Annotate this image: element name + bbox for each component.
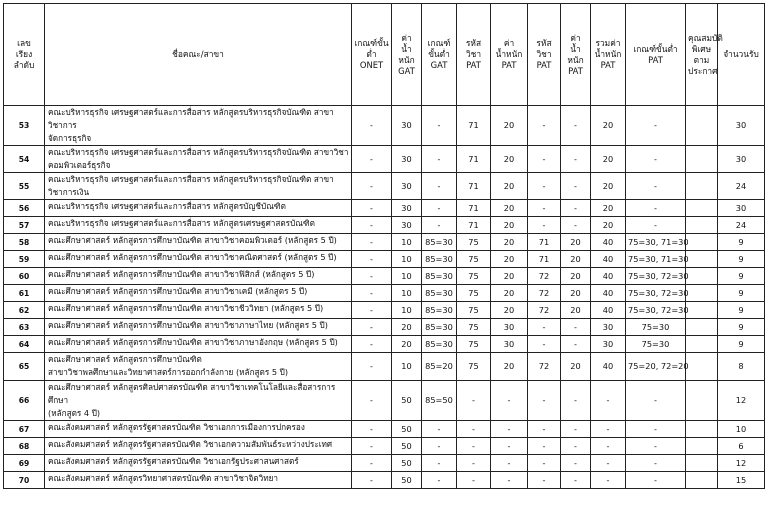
pat-weight-1-cell: 20 <box>491 268 528 285</box>
gat-min-cell: 85=30 <box>422 285 457 302</box>
table-row <box>4 173 765 200</box>
seats-cell: 24 <box>718 217 765 234</box>
pat-min-cell: - <box>626 217 686 234</box>
pat-code-2-cell: - <box>528 146 561 173</box>
pat-weight-2-cell: 20 <box>561 285 591 302</box>
row-number-cell: 69 <box>4 455 45 472</box>
seats-cell: 12 <box>718 381 765 421</box>
pat-weight-1-cell: - <box>491 421 528 438</box>
pat-total-cell: 30 <box>591 336 626 353</box>
row-number-cell: 65 <box>4 353 45 381</box>
pat-total-cell: 40 <box>591 268 626 285</box>
pat-code-2-cell: - <box>528 106 561 146</box>
onet-min-cell: - <box>352 200 392 217</box>
pat-code-2-cell: - <box>528 319 561 336</box>
table-row <box>4 381 765 421</box>
faculty-program-cell: คณะบริหารธุรกิจ เศรษฐศาสตร์และการสื่อสาร หลักสูตรบัญชีบัณฑิต <box>45 200 352 217</box>
gat-min-cell: - <box>422 217 457 234</box>
seats-cell: 6 <box>718 438 765 455</box>
pat-code-1-cell: 71 <box>457 200 491 217</box>
gat-min-cell: - <box>422 106 457 146</box>
special-qualification-cell <box>686 200 718 217</box>
pat-min-cell: 75=30, 72=30 <box>626 268 686 285</box>
pat-code-1-cell: 75 <box>457 353 491 381</box>
pat-weight-2-cell: - <box>561 217 591 234</box>
gat-min-cell: 85=30 <box>422 234 457 251</box>
seats-cell: 9 <box>718 268 765 285</box>
seats-cell: 9 <box>718 302 765 319</box>
pat-weight-1-cell: - <box>491 381 528 421</box>
onet-min-cell: - <box>352 353 392 381</box>
pat-total-cell: 40 <box>591 251 626 268</box>
seats-cell: 9 <box>718 319 765 336</box>
pat-min-cell: - <box>626 421 686 438</box>
row-number-cell: 57 <box>4 217 45 234</box>
row-number-cell: 59 <box>4 251 45 268</box>
gat-weight-cell: 10 <box>392 234 422 251</box>
pat-weight-1-cell: - <box>491 472 528 489</box>
row-number-cell: 53 <box>4 106 45 146</box>
faculty-program-cell: คณะศึกษาศาสตร์ หลักสูตรการศึกษาบัณฑิต สาขาวิชาฟิสิกส์ (หลักสูตร 5 ปี) <box>45 268 352 285</box>
pat-weight-2-cell: - <box>561 381 591 421</box>
pat-weight-2-cell: - <box>561 438 591 455</box>
pat-code-1-cell: 75 <box>457 251 491 268</box>
gat-min-cell: - <box>422 438 457 455</box>
pat-min-cell: 75=30 <box>626 336 686 353</box>
onet-min-cell: - <box>352 455 392 472</box>
pat-code-1-cell: 75 <box>457 319 491 336</box>
gat-weight-cell: 30 <box>392 106 422 146</box>
pat-weight-1-cell: 20 <box>491 302 528 319</box>
special-qualification-cell <box>686 455 718 472</box>
seats-cell: 30 <box>718 200 765 217</box>
seats-cell: 15 <box>718 472 765 489</box>
seats-cell: 24 <box>718 173 765 200</box>
pat-code-2-cell: - <box>528 455 561 472</box>
onet-min-cell: - <box>352 251 392 268</box>
pat-min-cell: 75=30 <box>626 319 686 336</box>
pat-total-cell: 20 <box>591 146 626 173</box>
onet-min-cell: - <box>352 268 392 285</box>
pat-weight-1-cell: 20 <box>491 173 528 200</box>
header-onet-min: เกณฑ์ขั้น ต่ำ ONET <box>352 4 392 106</box>
special-qualification-cell <box>686 472 718 489</box>
table-row <box>4 319 765 336</box>
pat-code-2-cell: - <box>528 200 561 217</box>
gat-weight-cell: 20 <box>392 319 422 336</box>
pat-total-cell: - <box>591 438 626 455</box>
header-special: คุณสมบัติ พิเศษ ตาม ประกาศ <box>686 4 718 106</box>
pat-code-1-cell: - <box>457 472 491 489</box>
pat-weight-2-cell: - <box>561 319 591 336</box>
onet-min-cell: - <box>352 302 392 319</box>
pat-weight-2-cell: - <box>561 200 591 217</box>
pat-weight-2-cell: - <box>561 455 591 472</box>
onet-min-cell: - <box>352 472 392 489</box>
faculty-program-cell: คณะศึกษาศาสตร์ หลักสูตรการศึกษาบัณฑิต สาขาวิชาคอมพิวเตอร์ (หลักสูตร 5 ปี) <box>45 234 352 251</box>
pat-total-cell: - <box>591 472 626 489</box>
gat-min-cell: 85=20 <box>422 353 457 381</box>
special-qualification-cell <box>686 251 718 268</box>
special-qualification-cell <box>686 381 718 421</box>
table-row <box>4 234 765 251</box>
pat-code-1-cell: - <box>457 438 491 455</box>
table-row <box>4 438 765 455</box>
pat-weight-2-cell: - <box>561 472 591 489</box>
header-pat-code-1: รหัสวิชา PAT <box>457 4 491 106</box>
table-row <box>4 353 765 381</box>
pat-weight-2-cell: - <box>561 336 591 353</box>
pat-min-cell: - <box>626 381 686 421</box>
pat-weight-1-cell: 30 <box>491 336 528 353</box>
pat-code-2-cell: - <box>528 421 561 438</box>
pat-total-cell: 20 <box>591 217 626 234</box>
gat-weight-cell: 10 <box>392 285 422 302</box>
seats-cell: 30 <box>718 146 765 173</box>
pat-min-cell: - <box>626 146 686 173</box>
faculty-program-cell: คณะศึกษาศาสตร์ หลักสูตรการศึกษาบัณฑิต สาขาวิชาพลศึกษาและวิทยาศาสตร์การออกกำลังกาย (หลักสูตร 5 ปี) <box>45 353 352 381</box>
pat-min-cell: - <box>626 173 686 200</box>
pat-total-cell: 30 <box>591 319 626 336</box>
header-row <box>4 4 765 106</box>
pat-weight-1-cell: 30 <box>491 319 528 336</box>
pat-code-1-cell: 71 <box>457 106 491 146</box>
gat-weight-cell: 30 <box>392 173 422 200</box>
pat-weight-1-cell: - <box>491 455 528 472</box>
faculty-program-cell: คณะบริหารธุรกิจ เศรษฐศาสตร์และการสื่อสาร หลักสูตรบริหารธุรกิจบัณฑิต สาขาวิชาการเงิน <box>45 173 352 200</box>
row-number-cell: 58 <box>4 234 45 251</box>
pat-code-1-cell: 75 <box>457 302 491 319</box>
pat-min-cell: 75=30, 71=30 <box>626 234 686 251</box>
faculty-program-cell: คณะศึกษาศาสตร์ หลักสูตรการศึกษาบัณฑิต สาขาวิชาเคมี (หลักสูตร 5 ปี) <box>45 285 352 302</box>
pat-min-cell: - <box>626 200 686 217</box>
pat-total-cell: 40 <box>591 353 626 381</box>
special-qualification-cell <box>686 353 718 381</box>
pat-code-1-cell: - <box>457 421 491 438</box>
pat-code-1-cell: 75 <box>457 268 491 285</box>
faculty-program-cell: คณะศึกษาศาสตร์ หลักสูตรศิลปศาสตรบัณฑิต สาขาวิชาเทคโนโลยีและสื่อสารการศึกษา (หลักสูตร 4 ปี) <box>45 381 352 421</box>
special-qualification-cell <box>686 302 718 319</box>
header-pat-weight-2: ค่า น้ำหนัก PAT <box>561 4 591 106</box>
pat-min-cell: - <box>626 472 686 489</box>
admission-criteria-table <box>3 3 765 489</box>
row-number-cell: 63 <box>4 319 45 336</box>
table-row <box>4 302 765 319</box>
seats-cell: 12 <box>718 455 765 472</box>
pat-weight-2-cell: 20 <box>561 353 591 381</box>
pat-weight-2-cell: - <box>561 106 591 146</box>
header-pat-weight-1: ค่า น้ำหนัก PAT <box>491 4 528 106</box>
seats-cell: 9 <box>718 285 765 302</box>
pat-total-cell: 40 <box>591 285 626 302</box>
table-row <box>4 268 765 285</box>
gat-min-cell: 85=30 <box>422 251 457 268</box>
pat-weight-2-cell: 20 <box>561 251 591 268</box>
seats-cell: 9 <box>718 336 765 353</box>
row-number-cell: 55 <box>4 173 45 200</box>
pat-code-1-cell: - <box>457 381 491 421</box>
pat-total-cell: 20 <box>591 173 626 200</box>
table-body <box>4 106 765 489</box>
faculty-program-cell: คณะสังคมศาสตร์ หลักสูตรรัฐศาสตรบัณฑิต วิชาเอกความสัมพันธ์ระหว่างประเทศ <box>45 438 352 455</box>
pat-code-2-cell: - <box>528 173 561 200</box>
gat-min-cell: 85=50 <box>422 381 457 421</box>
gat-min-cell: 85=30 <box>422 302 457 319</box>
onet-min-cell: - <box>352 421 392 438</box>
pat-code-1-cell: 71 <box>457 217 491 234</box>
row-number-cell: 56 <box>4 200 45 217</box>
onet-min-cell: - <box>352 146 392 173</box>
pat-weight-1-cell: - <box>491 438 528 455</box>
pat-code-1-cell: 71 <box>457 173 491 200</box>
onet-min-cell: - <box>352 336 392 353</box>
row-number-cell: 62 <box>4 302 45 319</box>
header-pat-min: เกณฑ์ขั้นต่ำ PAT <box>626 4 686 106</box>
faculty-program-cell: คณะสังคมศาสตร์ หลักสูตรวิทยาศาสตรบัณฑิต สาขาวิชาจิตวิทยา <box>45 472 352 489</box>
gat-min-cell: - <box>422 455 457 472</box>
faculty-program-cell: คณะบริหารธุรกิจ เศรษฐศาสตร์และการสื่อสาร หลักสูตรบริหารธุรกิจบัณฑิต สาขาวิชา คอมพิวเตอร์ธุรกิจ <box>45 146 352 173</box>
table-row <box>4 146 765 173</box>
table-row <box>4 472 765 489</box>
gat-min-cell: 85=30 <box>422 268 457 285</box>
pat-code-1-cell: 75 <box>457 234 491 251</box>
pat-weight-1-cell: 20 <box>491 106 528 146</box>
pat-code-2-cell: 72 <box>528 353 561 381</box>
pat-code-2-cell: 71 <box>528 251 561 268</box>
special-qualification-cell <box>686 173 718 200</box>
faculty-program-cell: คณะศึกษาศาสตร์ หลักสูตรการศึกษาบัณฑิต สาขาวิชาคณิตศาสตร์ (หลักสูตร 5 ปี) <box>45 251 352 268</box>
pat-code-2-cell: - <box>528 336 561 353</box>
gat-weight-cell: 10 <box>392 251 422 268</box>
special-qualification-cell <box>686 234 718 251</box>
pat-weight-2-cell: 20 <box>561 302 591 319</box>
row-number-cell: 54 <box>4 146 45 173</box>
seats-cell: 9 <box>718 251 765 268</box>
pat-weight-2-cell: - <box>561 421 591 438</box>
pat-total-cell: 40 <box>591 302 626 319</box>
row-number-cell: 64 <box>4 336 45 353</box>
faculty-program-cell: คณะบริหารธุรกิจ เศรษฐศาสตร์และการสื่อสาร หลักสูตรเศรษฐศาสตรบัณฑิต <box>45 217 352 234</box>
row-number-cell: 67 <box>4 421 45 438</box>
gat-min-cell: - <box>422 421 457 438</box>
pat-code-2-cell: - <box>528 217 561 234</box>
pat-code-2-cell: 72 <box>528 268 561 285</box>
gat-weight-cell: 10 <box>392 302 422 319</box>
pat-weight-1-cell: 20 <box>491 146 528 173</box>
faculty-program-cell: คณะสังคมศาสตร์ หลักสูตรรัฐศาสตรบัณฑิต วิชาเอกรัฐประศาสนศาสตร์ <box>45 455 352 472</box>
table-row <box>4 336 765 353</box>
pat-min-cell: 75=30, 71=30 <box>626 251 686 268</box>
seats-cell: 10 <box>718 421 765 438</box>
table-row <box>4 251 765 268</box>
gat-min-cell: - <box>422 173 457 200</box>
pat-code-1-cell: 75 <box>457 336 491 353</box>
pat-min-cell: - <box>626 438 686 455</box>
row-number-cell: 66 <box>4 381 45 421</box>
header-pat-total: รวมค่า น้ำหนัก PAT <box>591 4 626 106</box>
pat-code-2-cell: 72 <box>528 302 561 319</box>
pat-code-1-cell: - <box>457 455 491 472</box>
pat-min-cell: - <box>626 106 686 146</box>
special-qualification-cell <box>686 285 718 302</box>
faculty-program-cell: คณะศึกษาศาสตร์ หลักสูตรการศึกษาบัณฑิต สาขาวิชาภาษาไทย (หลักสูตร 5 ปี) <box>45 319 352 336</box>
pat-total-cell: - <box>591 421 626 438</box>
gat-min-cell: - <box>422 472 457 489</box>
onet-min-cell: - <box>352 319 392 336</box>
pat-total-cell: - <box>591 381 626 421</box>
pat-weight-2-cell: - <box>561 146 591 173</box>
row-number-cell: 61 <box>4 285 45 302</box>
special-qualification-cell <box>686 319 718 336</box>
special-qualification-cell <box>686 106 718 146</box>
gat-min-cell: 85=30 <box>422 319 457 336</box>
gat-min-cell: 85=30 <box>422 336 457 353</box>
faculty-program-cell: คณะบริหารธุรกิจ เศรษฐศาสตร์และการสื่อสาร หลักสูตรบริหารธุรกิจบัณฑิต สาขาวิชาการ จัดการธุรกิจ <box>45 106 352 146</box>
gat-weight-cell: 50 <box>392 472 422 489</box>
gat-weight-cell: 50 <box>392 381 422 421</box>
header-gat-min: เกณฑ์ ขั้นต่ำ GAT <box>422 4 457 106</box>
onet-min-cell: - <box>352 106 392 146</box>
pat-code-2-cell: - <box>528 438 561 455</box>
gat-weight-cell: 10 <box>392 353 422 381</box>
gat-weight-cell: 30 <box>392 146 422 173</box>
pat-weight-2-cell: 20 <box>561 234 591 251</box>
pat-min-cell: 75=30, 72=30 <box>626 285 686 302</box>
header-seats: จำนวนรับ <box>718 4 765 106</box>
row-number-cell: 60 <box>4 268 45 285</box>
table-row <box>4 200 765 217</box>
seats-cell: 30 <box>718 106 765 146</box>
pat-weight-1-cell: 20 <box>491 217 528 234</box>
table-row <box>4 285 765 302</box>
special-qualification-cell <box>686 336 718 353</box>
onet-min-cell: - <box>352 234 392 251</box>
special-qualification-cell <box>686 217 718 234</box>
pat-total-cell: 20 <box>591 106 626 146</box>
pat-code-2-cell: - <box>528 381 561 421</box>
header-gat-weight: ค่า น้ำหนัก GAT <box>392 4 422 106</box>
header-pat-code-2: รหัสวิชา PAT <box>528 4 561 106</box>
special-qualification-cell <box>686 438 718 455</box>
pat-total-cell: 20 <box>591 200 626 217</box>
pat-code-2-cell: 71 <box>528 234 561 251</box>
seats-cell: 9 <box>718 234 765 251</box>
row-number-cell: 70 <box>4 472 45 489</box>
pat-total-cell: - <box>591 455 626 472</box>
onet-min-cell: - <box>352 381 392 421</box>
gat-min-cell: - <box>422 146 457 173</box>
special-qualification-cell <box>686 421 718 438</box>
gat-weight-cell: 10 <box>392 268 422 285</box>
pat-min-cell: 75=30, 72=30 <box>626 302 686 319</box>
pat-weight-1-cell: 20 <box>491 251 528 268</box>
gat-weight-cell: 50 <box>392 421 422 438</box>
faculty-program-cell: คณะศึกษาศาสตร์ หลักสูตรการศึกษาบัณฑิต สาขาวิชาภาษาอังกฤษ (หลักสูตร 5 ปี) <box>45 336 352 353</box>
pat-weight-1-cell: 20 <box>491 285 528 302</box>
pat-code-1-cell: 75 <box>457 285 491 302</box>
pat-min-cell: - <box>626 455 686 472</box>
pat-weight-1-cell: 20 <box>491 353 528 381</box>
faculty-program-cell: คณะศึกษาศาสตร์ หลักสูตรการศึกษาบัณฑิต สาขาวิชาชีววิทยา (หลักสูตร 5 ปี) <box>45 302 352 319</box>
pat-code-2-cell: - <box>528 472 561 489</box>
onet-min-cell: - <box>352 285 392 302</box>
pat-weight-1-cell: 20 <box>491 200 528 217</box>
table-row <box>4 455 765 472</box>
onet-min-cell: - <box>352 438 392 455</box>
gat-weight-cell: 50 <box>392 455 422 472</box>
special-qualification-cell <box>686 146 718 173</box>
pat-weight-1-cell: 20 <box>491 234 528 251</box>
pat-weight-2-cell: 20 <box>561 268 591 285</box>
table-row <box>4 217 765 234</box>
seats-cell: 8 <box>718 353 765 381</box>
gat-min-cell: - <box>422 200 457 217</box>
pat-code-2-cell: 72 <box>528 285 561 302</box>
header-no: เลข เรียงลำดับ <box>4 4 45 106</box>
gat-weight-cell: 30 <box>392 200 422 217</box>
admission-criteria-table-wrapper <box>3 3 759 489</box>
onet-min-cell: - <box>352 173 392 200</box>
gat-weight-cell: 50 <box>392 438 422 455</box>
table-row <box>4 421 765 438</box>
faculty-program-cell: คณะสังคมศาสตร์ หลักสูตรรัฐศาสตรบัณฑิต วิชาเอกการเมืองการปกครอง <box>45 421 352 438</box>
pat-weight-2-cell: - <box>561 173 591 200</box>
gat-weight-cell: 30 <box>392 217 422 234</box>
pat-code-1-cell: 71 <box>457 146 491 173</box>
onet-min-cell: - <box>352 217 392 234</box>
table-row <box>4 106 765 146</box>
header-faculty: ชื่อคณะ/สาขา <box>45 4 352 106</box>
gat-weight-cell: 20 <box>392 336 422 353</box>
pat-min-cell: 75=20, 72=20 <box>626 353 686 381</box>
special-qualification-cell <box>686 268 718 285</box>
pat-total-cell: 40 <box>591 234 626 251</box>
row-number-cell: 68 <box>4 438 45 455</box>
